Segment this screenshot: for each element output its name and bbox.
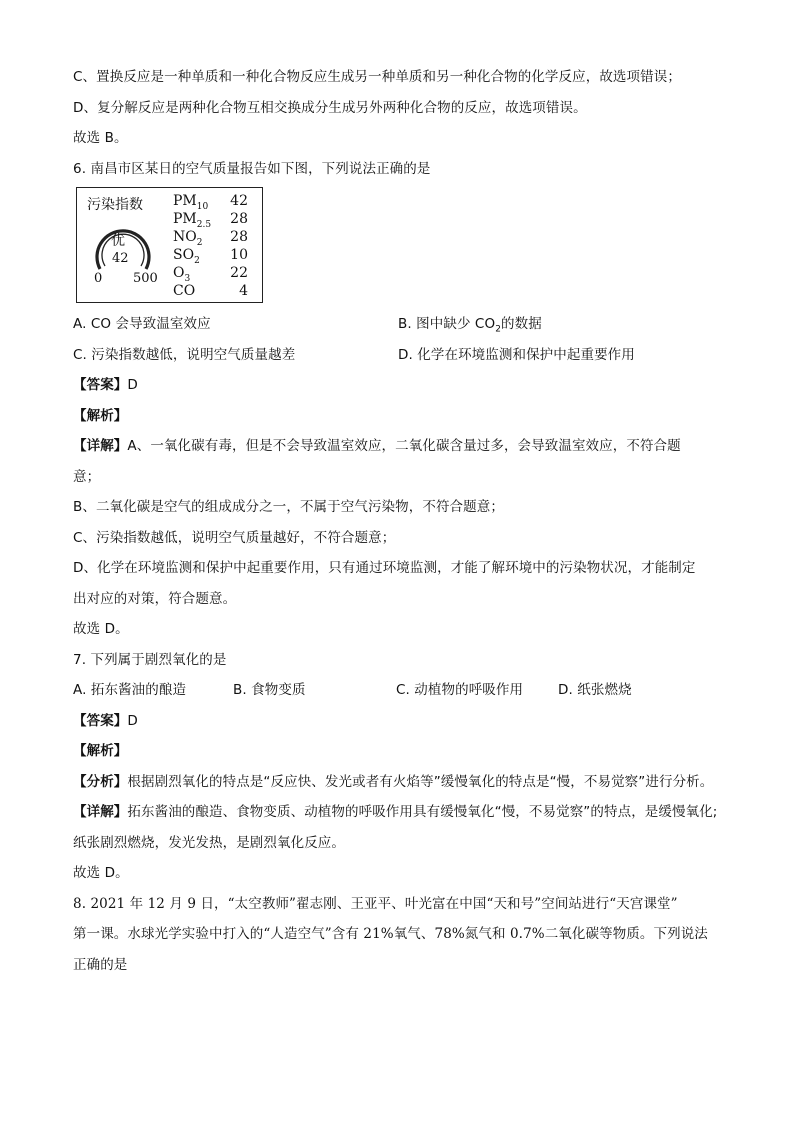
gauge-level: 优 [111, 233, 125, 249]
answer-tag: 【答案】 [73, 377, 128, 393]
pollutant-name: $O_3$ [173, 265, 191, 284]
answer-value: D [127, 377, 138, 393]
detail-line: 【详解】A、一氧化碳有毒，但是不会导致温室效应，二氧化碳含量过多，会导致温室效应，不符合题 [73, 438, 681, 454]
answer-line [73, 370, 733, 401]
option-c: C. 污染指数越低，说明空气质量越差 [73, 346, 296, 363]
pollutant-value: 22 [230, 265, 248, 281]
text-line: C、置换反应是一种单质和一种化合物反应生成另一种单质和另一种化合物的化学反应，故选项错误； [73, 69, 681, 85]
detail-tag: 【详解】 [73, 804, 128, 820]
gauge-value: 42 [112, 251, 129, 266]
text-line: D、复分解反应是两种化合物互相交换成分生成另外两种化合物的反应，故选项错误。 [73, 99, 587, 116]
question-8-stem: 8. 2021 年 12 月 9 日，“太空教师”翟志刚、王亚平、叶光富在中国“天和号”空间站进行“天宫课堂” [73, 895, 678, 912]
air-quality-figure [76, 187, 263, 303]
detail-line: 出对应的对策，符合题意。 [73, 590, 237, 607]
gauge-max: 500 [133, 271, 158, 286]
pollutant-name: $NO_2$ [173, 229, 203, 248]
detail-line: B、二氧化碳是空气的组成成分之一，不属于空气污染物，不符合题意； [73, 499, 504, 515]
gauge-min: 0 [94, 271, 103, 286]
figure-title: 污染指数 [87, 197, 143, 213]
analysis-tag-line [73, 736, 733, 767]
document-page [73, 62, 733, 980]
text-line: 故选 B。 [73, 130, 128, 146]
analysis-tag: 【解析】 [73, 407, 128, 424]
pollutant-name: $PM_{10}$ [173, 193, 209, 212]
detail-tag: 【详解】 [73, 438, 128, 454]
detail-line: D、化学在环境监测和保护中起重要作用，只有通过环境监测，才能了解环境中的污染物状况，才能制定 [73, 560, 696, 576]
option-a: A. 拓东酱油的酿造 [73, 682, 187, 698]
answer-line [73, 706, 733, 737]
option-c: C. 动植物的呼吸作用 [396, 682, 524, 698]
pollutant-name: CO [173, 283, 196, 299]
pollutant-value: 10 [230, 247, 248, 263]
analysis-tag-line [73, 401, 733, 432]
conclusion-line: 故选 D。 [73, 865, 129, 881]
pollutant-value: 4 [239, 283, 248, 299]
question-7-stem: 7. 下列属于剧烈氧化的是 [73, 651, 227, 668]
option-b: B. 食物变质 [233, 682, 306, 698]
question-8-stem: 第一课。水球光学实验中打入的“人造空气”含有 21%氧气、78%氮气和 0.7%二氧化碳等物质。下列说法 [73, 926, 708, 942]
answer-tag: 【答案】 [73, 712, 128, 729]
question-8-stem: 正确的是 [73, 956, 128, 973]
detail-line: C、污染指数越低，说明空气质量越好，不符合题意； [73, 529, 396, 546]
analyze-tag: 【分析】 [73, 773, 128, 790]
pollutant-value: 42 [230, 193, 248, 209]
option-a: A. CO 会导致温室效应 [73, 316, 211, 332]
conclusion-line: 故选 D。 [73, 621, 129, 637]
detail-line: 纸张剧烈燃烧，发光发热，是剧烈氧化反应。 [73, 834, 345, 851]
option-d: D. 化学在环境监测和保护中起重要作用 [398, 346, 635, 363]
pollutant-value: 28 [230, 211, 248, 227]
analyze-line: 【分析】根据剧烈氧化的特点是“反应快、发光或者有火焰等”缓慢氧化的特点是“慢，不易觉察”进行分析。 [73, 773, 714, 790]
pollutant-name: $SO_2$ [173, 247, 200, 266]
option-d: D. 纸张燃烧 [558, 682, 632, 698]
pollutant-name: $PM_{2.5}$ [173, 211, 212, 230]
detail-line: 意； [73, 468, 101, 485]
option-b: B. 图中缺少 $CO_2$的数据 [398, 316, 542, 335]
options-row [73, 340, 733, 371]
options-row [73, 675, 733, 706]
detail-line: 【详解】拓东酱油的酿造、食物变质、动植物的呼吸作用具有缓慢氧化“慢，不易觉察”的特点，是缓慢氧化; [73, 804, 718, 820]
answer-value: D [127, 712, 138, 729]
pollutant-value: 28 [230, 229, 248, 245]
analysis-tag: 【解析】 [73, 743, 128, 759]
question-6-stem: 6. 南昌市区某日的空气质量报告如下图，下列说法正确的是 [73, 160, 431, 177]
options-row [73, 309, 733, 340]
